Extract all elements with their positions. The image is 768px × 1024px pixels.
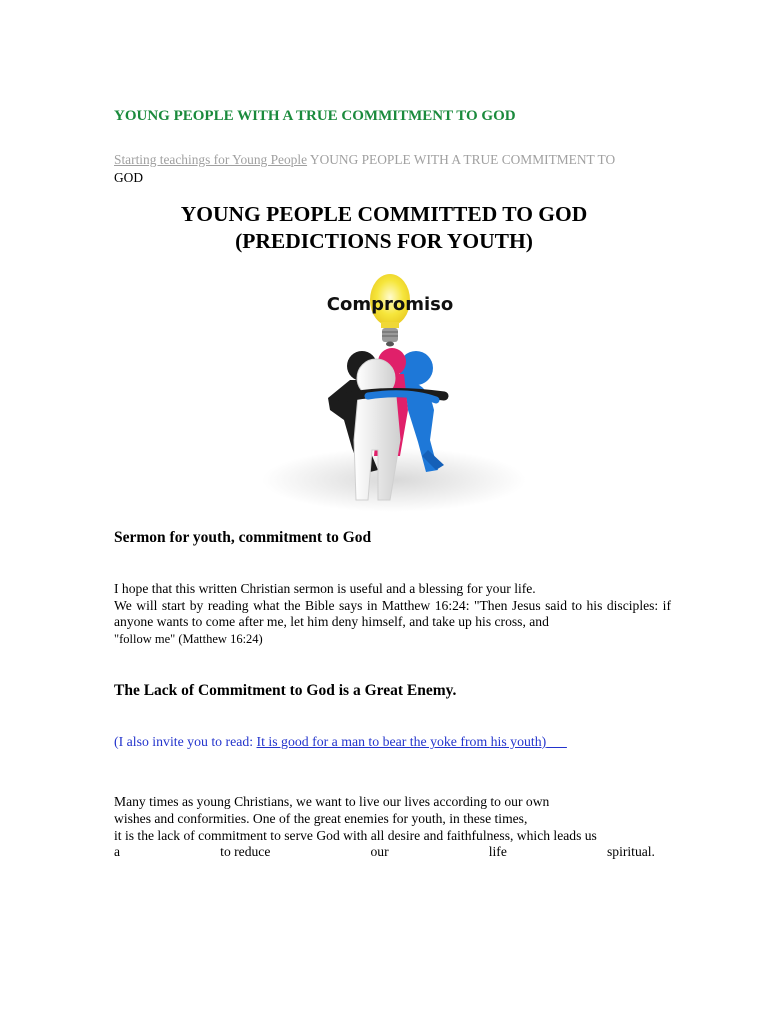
section-heading-lack-of-commitment: The Lack of Commitment to God is a Great Enemy. bbox=[114, 682, 457, 699]
paragraph-word: spiritual. bbox=[607, 844, 655, 860]
page-title-line2: (PREDICTIONS FOR YOUTH) bbox=[235, 229, 533, 253]
paragraph-word: to reduce bbox=[220, 844, 271, 860]
sermon-intro bbox=[114, 581, 671, 647]
breadcrumb-current-continued: GOD bbox=[114, 170, 144, 185]
paragraph-line: Many times as young Christians, we want to live our lives according to our own bbox=[114, 794, 550, 809]
document-heading: YOUNG PEOPLE WITH A TRUE COMMITMENT TO GOD bbox=[114, 108, 516, 124]
figure-caption: Compromiso bbox=[326, 294, 454, 315]
breadcrumb-current: YOUNG PEOPLE WITH A TRUE COMMITMENT TO bbox=[307, 152, 616, 167]
paragraph-line: it is the lack of commitment to serve God with all desire and faithfulness, which leads us bbox=[114, 827, 597, 843]
invite-prefix: (I also invite you to read: bbox=[114, 734, 257, 749]
commitment-illustration bbox=[258, 270, 530, 512]
paragraph-word: our bbox=[370, 844, 389, 860]
commitment-paragraph bbox=[114, 794, 671, 861]
breadcrumb-link[interactable]: Starting teachings for Young People bbox=[114, 152, 308, 167]
paragraph-word: life bbox=[488, 844, 507, 860]
paragraph-word: a bbox=[114, 844, 121, 860]
paragraph-last-line bbox=[114, 844, 655, 861]
page-title-line1: YOUNG PEOPLE COMMITTED TO GOD bbox=[180, 202, 588, 226]
breadcrumb bbox=[114, 151, 671, 187]
invite-note bbox=[114, 734, 671, 750]
sermon-intro-line3: "follow me" (Matthew 16:24) bbox=[114, 631, 263, 646]
sermon-intro-line2: We will start by reading what the Bible says in Matthew 16:24: "Then Jesus said to his disciples: if anyone wants to come after me, let him deny himself, and take up his cross, and bbox=[114, 597, 671, 629]
paragraph-line: wishes and conformities. One of the great enemies for youth, in these times, bbox=[114, 810, 528, 826]
page-title bbox=[114, 201, 654, 255]
invite-link[interactable] bbox=[257, 734, 567, 749]
invite-link-text: It is good for a man to bear the yoke from his youth) bbox=[256, 734, 547, 749]
invite-link-trailer bbox=[546, 734, 567, 749]
section-heading-sermon: Sermon for youth, commitment to God bbox=[114, 529, 372, 546]
sermon-intro-line1: I hope that this written Christian sermon is useful and a blessing for your life. bbox=[114, 581, 536, 596]
